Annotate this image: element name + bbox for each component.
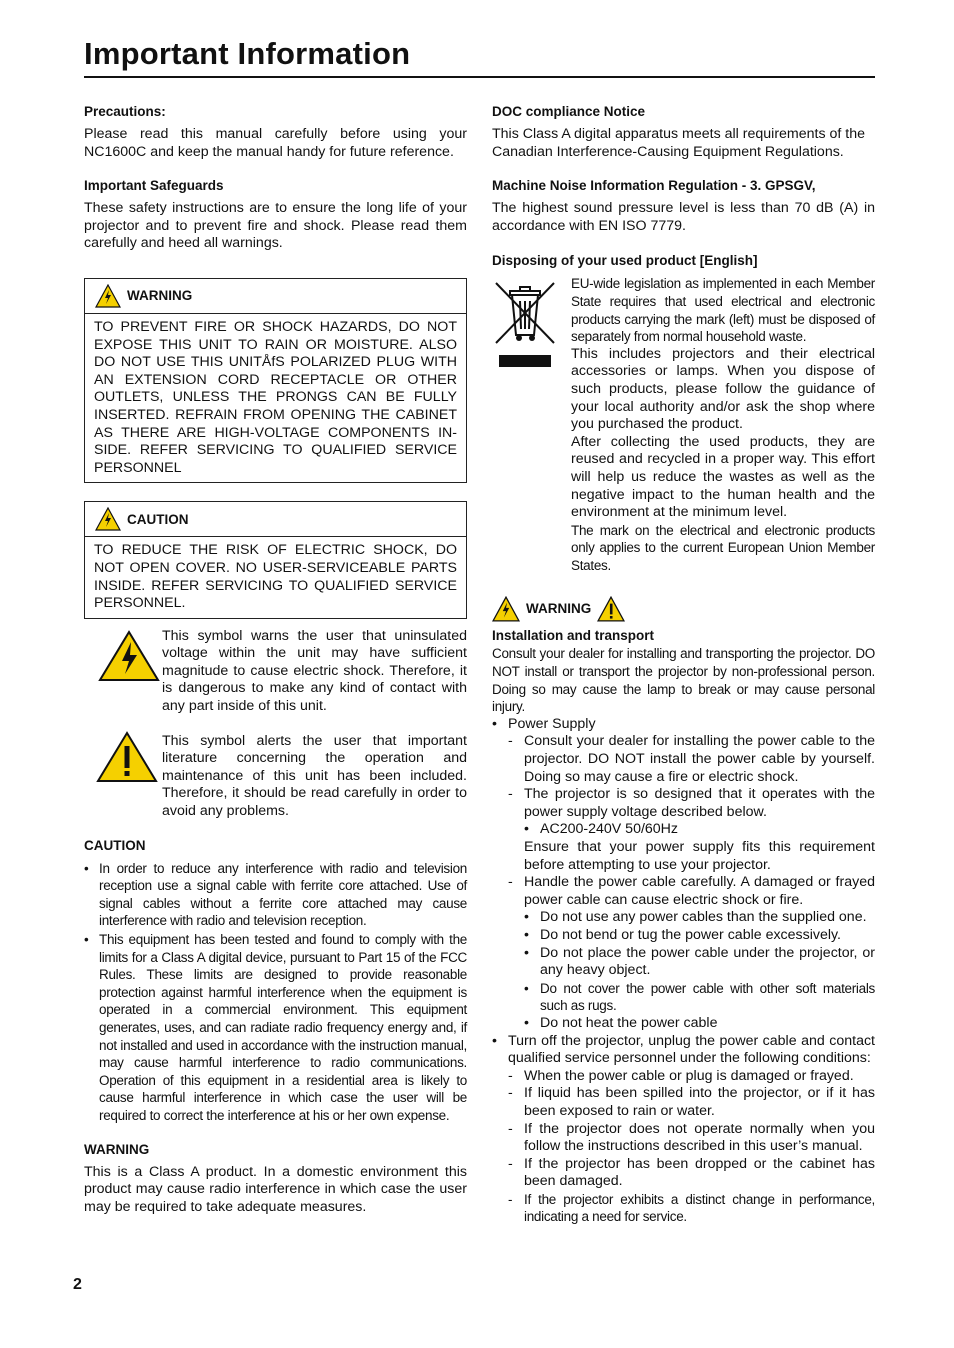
warning2-label: WARNING — [526, 601, 592, 617]
list-item: • AC200-240V 50/60Hz — [524, 821, 679, 838]
high-voltage-icon — [95, 284, 121, 308]
caution-box-label: CAUTION — [127, 511, 189, 527]
warning-text: This is a Class A product. In a domestic environment this product may cause radio interference in which case the user may be required to take adequate measures. — [84, 1163, 467, 1215]
warning2-header — [492, 595, 875, 623]
noise-text: The highest sound pressure level is less than 70 dB (A) in accordance with EN ISO 7779. — [492, 200, 875, 234]
installation-intro: Consult your dealer for installing and transporting the projector. DO NOT install or transport the projector by non-professional person. Doing so may cause the lamp to break or may cause personal injury. — [492, 646, 875, 715]
left-column — [84, 104, 467, 1216]
list-item: • Do not heat the power cable — [524, 1014, 718, 1031]
list-item: • In order to reduce any interference with radio and television reception use a signal cable with ferrite core attached. Use of signal cables without a ferrite core attached may cause interference with radio and television reception. — [84, 860, 467, 930]
disposal-text-3: After collecting the used products, they are reused and recycled in a proper way. This effort will help us reduce the wastes as well as the negative impact to the human health and the environment at the minimum level. — [571, 433, 875, 521]
list-item: • Do not place the power cable under the projector, or any heavy object. — [524, 944, 875, 979]
list-item: - Consult your dealer for installing the power cable to the projector. DO NOT install the power cable by yourself. Doing so may cause a fire or electric shock. — [508, 733, 875, 785]
caution-heading: CAUTION — [84, 837, 146, 853]
list-item: - If the projector has been dropped or the cabinet has been damaged. — [508, 1155, 875, 1190]
disposal-text-1: EU-wide legislation as implemented in each Member State requires that used electrical and electronic products carrying the mark (left) must be disposed of separately from normal household waste. — [571, 276, 875, 345]
caution-box — [84, 501, 467, 618]
warning-box-label: WARNING — [127, 288, 193, 304]
disposal-text-4: The mark on the electrical and electronic products only applies to the current European Union Member States. — [571, 522, 875, 573]
caution-box-header — [85, 502, 466, 537]
precautions-text: Please read this manual carefully before using your NC1600C and keep the manual handy for future reference. — [84, 126, 467, 160]
precautions-heading: Precautions: — [84, 104, 166, 119]
list-item: • Turn off the projector, unplug the power cable and contact qualified service personnel under the following conditions: — [492, 1032, 875, 1067]
list-item: - Handle the power cable carefully. A damaged or frayed power cable can cause electric shock or fire. — [508, 874, 875, 908]
list-item: • This equipment has been tested and found to comply with the limits for a Class A digital device, pursuant to Part 15 of the FCC Rules. These limits are designed to provide reasonable protection against harmful interference when the equipment is operated in a commercial environment. This equipment generates, uses, and can radiate radio frequency energy and, if not installed and used in accordance with the instruction manual, may cause harmful interference to radio communications. Operation of this equipment in a residential area is likely to cause harmful interference in which case the user will be required to correct the interference at his or her own expense. — [84, 931, 467, 1125]
list-item: - The projector is so designed that it operates with the power supply voltage described below. — [508, 786, 875, 820]
list-item: - If liquid has been spilled into the projector, or if it has been exposed to rain or water. — [508, 1085, 875, 1119]
page-number: 2 — [73, 1276, 82, 1293]
installation-heading: Installation and transport — [492, 628, 655, 644]
page-title: Important Information — [84, 36, 875, 78]
list-item: - If the projector does not operate normally when you follow the instructions described in this user’s manual. — [508, 1120, 875, 1155]
warning-box-text: TO PREVENT FIRE OR SHOCK HAZARDS, DO NOT EXPOSE THIS UNIT TO RAIN OR MOISTURE. ALSO DO NOT USE THIS UNITÅfS POLARIZED PLUG WITH AN EXTENSION CORD RECEPTACLE OR OTHER OUTLETS, UNLESS THE PRONGS CAN BE FULLY INSERTED. REFRAIN FROM OPENING THE CABINET AS THERE ARE HIGH-VOLTAGE COMPONENTS IN-SIDE. REFER SERVICING TO QUALIFIED SERVICE PERSONNEL — [94, 318, 457, 476]
high-voltage-icon — [492, 596, 520, 622]
caution-list — [84, 860, 467, 1125]
list-item: • Do not cover the power cable with other soft materials such as rugs. — [524, 980, 875, 1014]
attention-symbol-text: This symbol alerts the user that important literature concerning the operation and maintenance of this unit has been included. Therefore, it should be read carefully in order to avoid any problems. — [162, 732, 467, 820]
doc-heading: DOC compliance Notice — [492, 104, 646, 119]
disposal-heading: Disposing of your used product [English] — [492, 253, 758, 269]
voltage-symbol-text: This symbol warns the user that uninsulated voltage within the unit may have sufficient magnitude to cause electric shock. Therefore, it is dangerous to make any kind of contact with any part inside of this unit. — [162, 627, 467, 715]
list-item: • Do not use any power cables than the supplied one. — [524, 909, 867, 926]
voltage-symbol-row — [84, 628, 467, 716]
caution-box-text: TO REDUCE THE RISK OF ELECTRIC SHOCK, DO NOT OPEN COVER. NO USER-SERVICEABLE PARTS INSIDE. REFER SERVICING TO QUALIFIED SERVICE PERSONNEL. — [94, 542, 457, 612]
list-item: - If the projector exhibits a distinct change in performance, indicating a need for service. — [508, 1191, 875, 1225]
exclamation-warning-icon — [597, 596, 625, 622]
ensure-text: Ensure that your power supply fits this requirement before attempting to use your projector. — [524, 839, 875, 873]
high-voltage-icon — [95, 507, 121, 531]
safeguards-heading: Important Safeguards — [84, 178, 224, 194]
disposal-row — [492, 275, 875, 574]
disposal-text-2: This includes projectors and their electrical accessories or lamps. When you dispose of such products, please follow the guidance of your local authority and/or ask the shop where you purchased the product. — [571, 345, 875, 433]
list-item: - When the power cable or plug is damaged or frayed. — [508, 1067, 854, 1084]
power-list — [492, 716, 875, 1226]
list-item: • Power Supply — [492, 715, 596, 732]
warning-box — [84, 278, 467, 483]
high-voltage-icon — [98, 630, 160, 682]
right-column — [492, 104, 875, 1226]
list-item: • Do not bend or tug the power cable excessively. — [524, 926, 841, 943]
crossed-bin-icon — [492, 277, 558, 369]
attention-symbol-row — [84, 733, 467, 821]
warning-box-header — [85, 279, 466, 314]
noise-heading: Machine Noise Information Regulation - 3. GPSGV, — [492, 178, 816, 194]
safeguards-text: These safety instructions are to ensure the long life of your projector and to prevent fire and shock. Please read them carefully and heed all warnings. — [84, 200, 467, 252]
warning-heading: WARNING — [84, 1141, 150, 1157]
doc-text: This Class A digital apparatus meets all requirements of the Canadian Interference-Causing Equipment Regulations. — [492, 126, 866, 160]
exclamation-warning-icon — [96, 731, 158, 783]
